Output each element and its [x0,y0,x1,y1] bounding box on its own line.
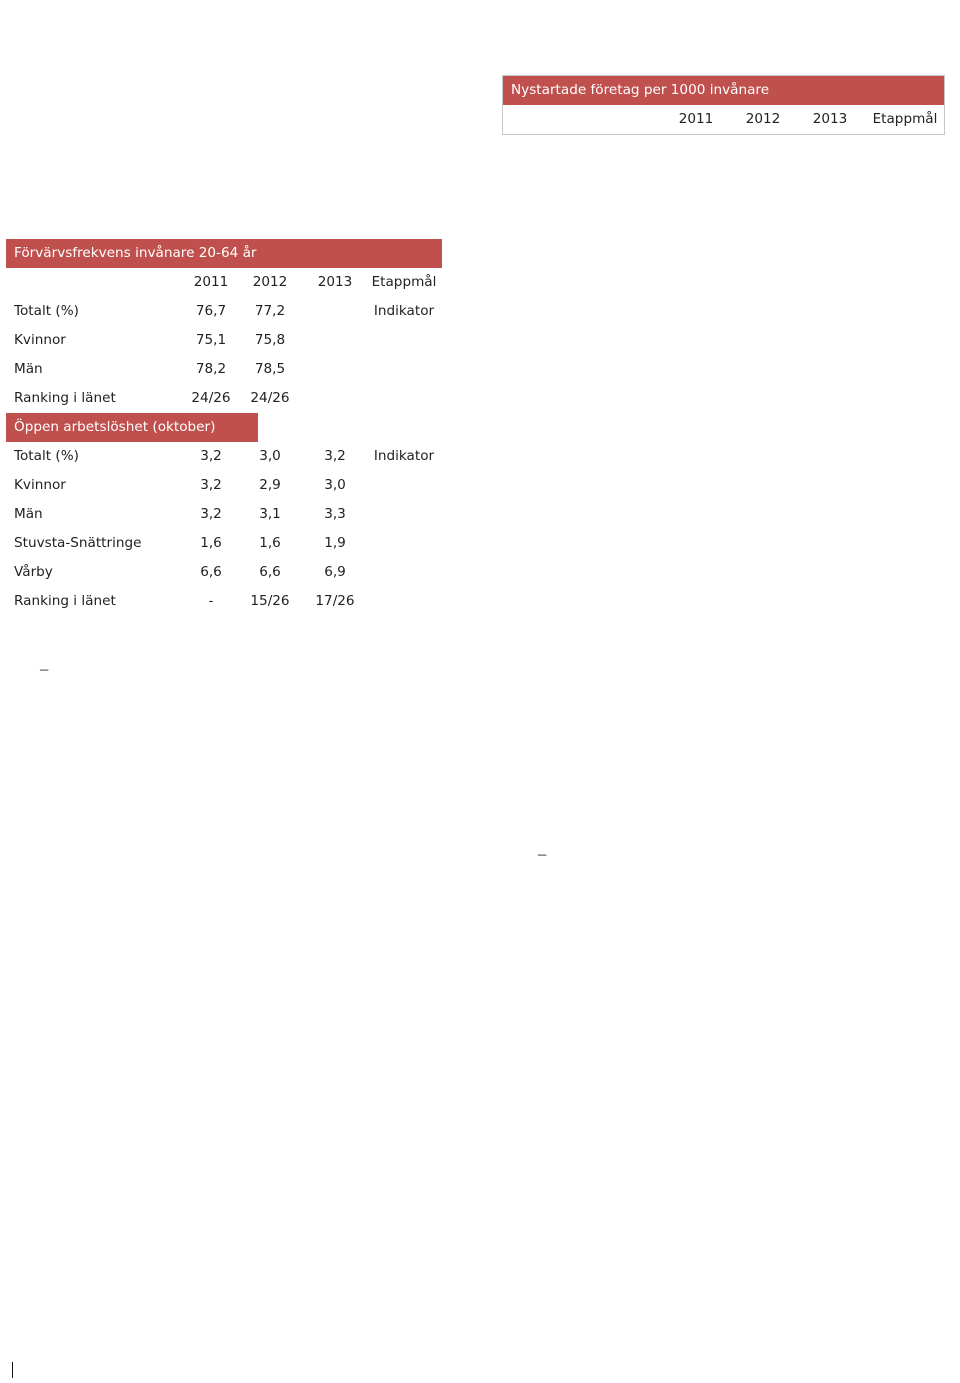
row-label: Vårby [14,564,53,580]
column-header: Etappmål [371,274,437,290]
table-cell: 76,7 [195,303,227,319]
column-header: 2013 [812,111,848,127]
table-cell: 3,2 [324,448,346,464]
row-label: Ranking i länet [14,593,116,609]
table-column-header [503,105,944,134]
page-footer [6,1362,19,1381]
row-label: Ranking i länet [14,390,116,406]
employment-table [6,239,442,616]
table-row [6,442,442,471]
table-cell: 78,5 [254,361,286,377]
row-label: Totalt (%) [14,303,79,319]
business-table [502,75,945,135]
row-label: Män [14,506,43,522]
row-label: Män [14,361,43,377]
table-cell: 3,0 [259,448,281,464]
table-row [6,326,442,355]
table-cell: 6,6 [259,564,281,580]
table-cell: 1,6 [259,535,281,551]
section-foretag [6,958,461,963]
table-row [6,558,442,587]
table-cell: 24/26 [250,390,290,406]
table-cell: 78,2 [195,361,227,377]
table-row [6,297,442,326]
table-column-header [6,268,442,297]
column-header: 2012 [745,111,781,127]
table-row [6,355,442,384]
row-label: Kvinnor [14,477,66,493]
row-label: Stuvsta-Snättringe [14,535,142,551]
section-header-label: Öppen arbetslöshet (oktober) [14,419,216,435]
table-cell: 3,2 [200,506,222,522]
section-uf [504,541,959,547]
section-arbetslinjen [6,638,461,656]
table-cell: 15/26 [250,593,290,609]
table-section-header [6,239,442,268]
table-cell: 3,2 [200,477,222,493]
table-cell: Indikator [373,448,435,464]
column-header: 2012 [252,274,288,290]
table-cell: 3,3 [324,506,346,522]
row-label: Totalt (%) [14,448,79,464]
table-cell: Indikator [373,303,435,319]
table-row [6,471,442,500]
table-row [6,587,442,616]
section-header-label: Förvärvsfrekvens invånare 20-64 år [14,245,257,261]
table-section-header [6,413,258,442]
column-header: Etappmål [872,111,938,127]
table-row [6,529,442,558]
table-row [6,500,442,529]
footer-divider [12,1362,13,1378]
table-row [6,384,442,413]
table-cell: 6,6 [200,564,222,580]
table-section-header [503,76,944,105]
section-naringslivsklimat [504,823,959,841]
table-cell: 3,0 [324,477,346,493]
table-cell: 17/26 [315,593,355,609]
table-cell: - [208,593,214,609]
table-cell: 1,9 [324,535,346,551]
table-cell: 77,2 [254,303,286,319]
table-cell: 1,6 [200,535,222,551]
table-cell: 24/26 [191,390,231,406]
section-fler-arbetstillfallen [6,78,461,82]
table-cell: 75,1 [195,332,227,348]
table-cell: 6,9 [324,564,346,580]
column-header: 2011 [678,111,714,127]
table-cell: 3,2 [200,448,222,464]
column-header: 2013 [317,274,353,290]
section-header-label: Nystartade företag per 1000 invånare [511,82,770,98]
table-cell: 3,1 [259,506,281,522]
table-cell: 75,8 [254,332,286,348]
column-header: 2011 [193,274,229,290]
table-cell: 2,9 [259,477,281,493]
row-label: Kvinnor [14,332,66,348]
